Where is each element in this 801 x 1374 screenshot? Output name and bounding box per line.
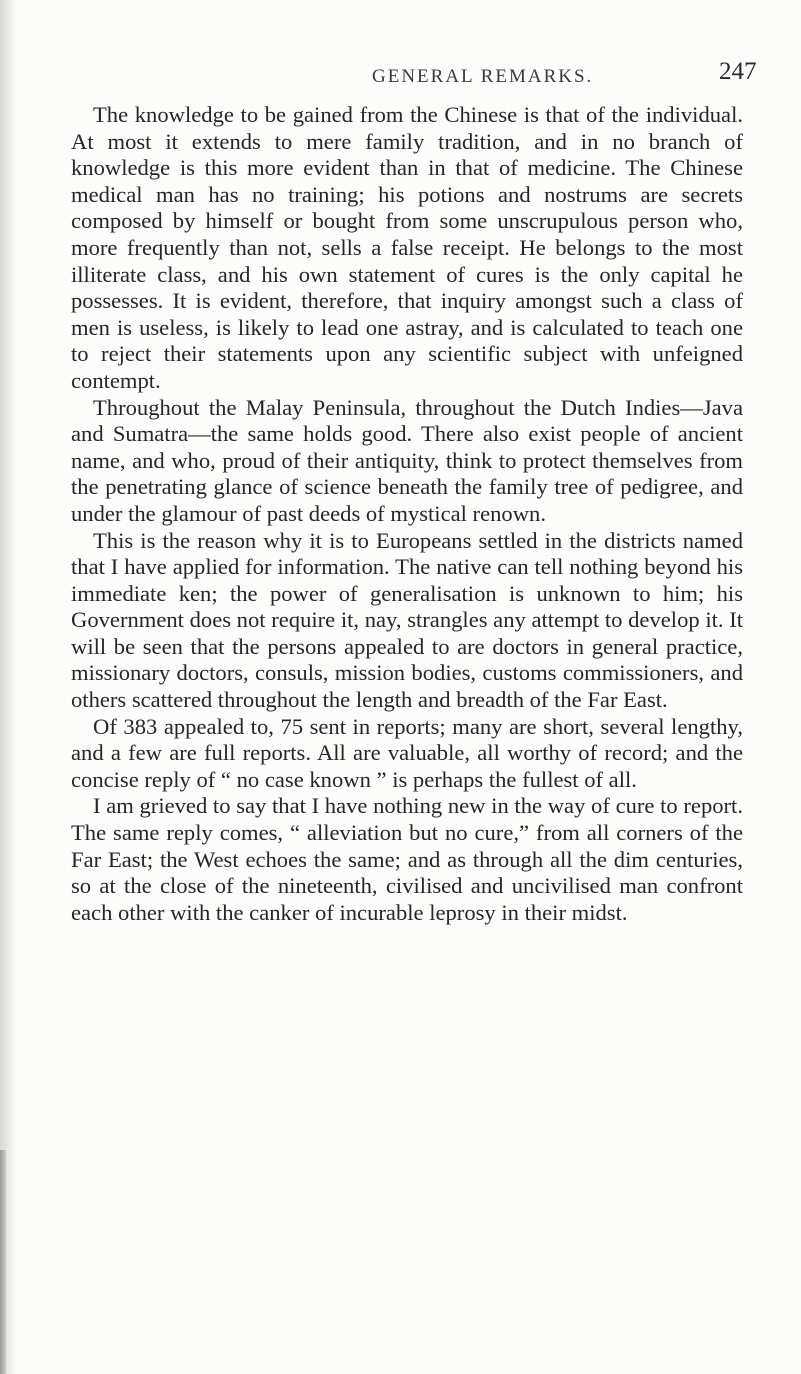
paragraph: I am grieved to say that I have nothing new in the way of cure to report. The same reply comes, “ alleviation but no cure,” from all corners of the Far East; the West echoes the same; and as through all the dim centuries, so at the close of the nineteenth, civilised and uncivilised man confront each other with the canker of incurable leprosy in their midst. (71, 793, 743, 925)
body-text (71, 102, 743, 926)
running-head: GENERAL REMARKS. (372, 66, 594, 87)
paragraph: Throughout the Malay Peninsula, throughout the Dutch Indies—Java and Sumatra—the same holds good. There also exist people of ancient name, and who, proud of their antiquity, think to protect themselves from the penetrating glance of science beneath the family tree of pedigree, and under the glamour of past deeds of mystical renown. (71, 394, 743, 526)
page-edge-shadow (0, 1150, 6, 1374)
paragraph: The knowledge to be gained from the Chinese is that of the individual. At most it extends to mere family tradition, and in no branch of knowledge is this more evident than in that of medicine. The Chinese medical man has no training; his potions and nostrums are secrets composed by himself or bought from some unscrupulous person who, more frequently than not, sells a false receipt. He belongs to the most illiterate class, and his own statement of cures is the only capital he possesses. It is evident, therefore, that inquiry amongst such a class of men is useless, is likely to lead one astray, and is calculated to teach one to reject their statements upon any scientific subject with unfeigned contempt. (71, 102, 743, 393)
paragraph: Of 383 appealed to, 75 sent in reports; many are short, several lengthy, and a few are full reports. All are valuable, all worthy of record; and the concise reply of “ no case known ” is perhaps the fullest of all. (71, 713, 743, 792)
paragraph: This is the reason why it is to Europeans settled in the districts named that I have applied for information. The native can tell nothing beyond his immediate ken; the power of generalisation is unknown to him; his Government does not require it, nay, strangles any attempt to develop it. It will be seen that the persons appealed to are doctors in general practice, missionary doctors, consuls, mission bodies, customs commissioners, and others scattered throughout the length and breadth of the Far East. (71, 527, 743, 713)
page-number: 247 (719, 58, 757, 85)
